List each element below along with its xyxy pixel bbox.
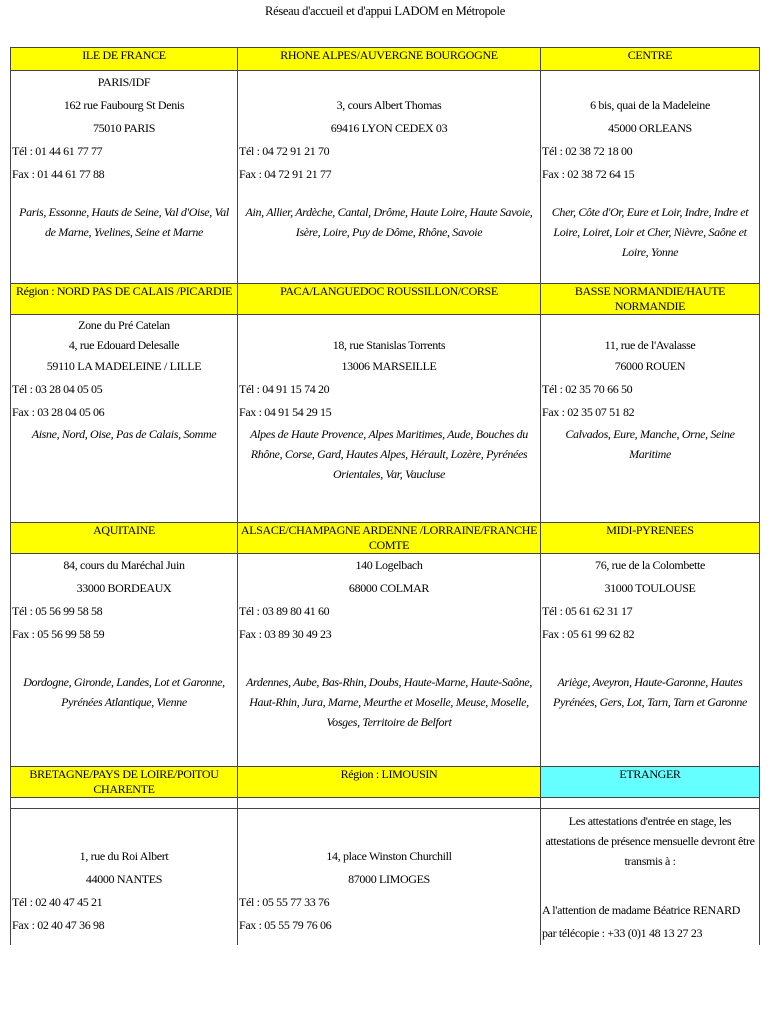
office-city: 59110 LA MADELEINE / LILLE <box>46 359 202 373</box>
office-name: PARIS/IDF <box>97 75 151 89</box>
office-street: 1, rue du Roi Albert <box>79 849 169 863</box>
office-departments: Dordogne, Gironde, Landes, Lot et Garonne, Pyrénées Atlantique, Vienne <box>23 675 225 709</box>
office-street: 6 bis, quai de la Madeleine <box>590 98 710 112</box>
office-tel: Tél : 02 38 72 18 00 <box>542 144 633 158</box>
office-city: 13006 MARSEILLE <box>341 359 437 373</box>
office-tel: Tél : 04 72 91 21 70 <box>239 144 330 158</box>
office-tel: Tél : 02 35 70 66 50 <box>542 382 633 396</box>
office-fax: Fax : 01 44 61 77 88 <box>12 167 105 181</box>
office-street: 11, rue de l'Avalasse <box>604 338 696 352</box>
office-cell-toulouse <box>541 554 760 767</box>
header-row <box>11 284 760 315</box>
transmission-note: Les attestations d'entrée en stage, les attestations de présence mensuelle devront être transmis à : <box>545 814 755 868</box>
office-name: Zone du Pré Catelan <box>78 318 170 332</box>
office-cell-paris <box>11 71 238 284</box>
header-row <box>11 48 760 71</box>
office-departments: Calvados, Eure, Manche, Orne, Seine Maritime <box>565 427 735 461</box>
office-city: 87000 LIMOGES <box>348 872 430 886</box>
office-row <box>11 315 760 523</box>
header-row <box>11 523 760 554</box>
region-header-centre: CENTRE <box>541 48 760 71</box>
office-cell-etranger <box>541 809 760 946</box>
office-street: 140 Logelbach <box>355 558 423 572</box>
office-tel: Tél : 05 56 99 58 58 <box>12 604 103 618</box>
office-fax: Fax : 03 89 30 49 23 <box>239 627 332 641</box>
office-street: 84, cours du Maréchal Juin <box>63 558 185 572</box>
regions-table <box>10 47 760 945</box>
office-departments: Ariège, Aveyron, Haute-Garonne, Hautes Pyrénées, Gers, Lot, Tarn, Tarn et Garonne <box>553 675 747 709</box>
office-cell-orleans <box>541 71 760 284</box>
office-tel: Tél : 04 91 15 74 20 <box>239 382 330 396</box>
telecopie-line: par télécopie : +33 (0)1 48 13 27 23 <box>542 926 703 940</box>
office-city: 33000 BORDEAUX <box>76 581 172 595</box>
office-departments: Cher, Côte d'Or, Eure et Loir, Indre, Indre et Loire, Loiret, Loir et Cher, Nièvre, Saône et Loire, Yonne <box>551 205 749 259</box>
office-street: 3, cours Albert Thomas <box>336 98 442 112</box>
office-tel: Tél : 03 89 80 41 60 <box>239 604 330 618</box>
region-header-midi-pyrenees: MIDI-PYRENEES <box>541 523 760 554</box>
office-fax: Fax : 04 72 91 21 77 <box>239 167 332 181</box>
office-city: 68000 COLMAR <box>348 581 430 595</box>
region-header-normandie: BASSE NORMANDIE/HAUTE NORMANDIE <box>541 284 760 315</box>
office-city: 76000 ROUEN <box>614 359 686 373</box>
office-fax: Fax : 02 38 72 64 15 <box>542 167 635 181</box>
office-street: 76, rue de la Colombette <box>595 558 705 572</box>
office-departments: Alpes de Haute Provence, Alpes Maritimes, Aude, Bouches du Rhône, Corse, Gard, Hautes Alpes, Hérault, Lozère, Pyrénées Orientales, Var, Vaucluse <box>250 427 528 481</box>
office-fax: Fax : 05 56 99 58 59 <box>12 627 105 641</box>
attention-line: A l'attention de madame Béatrice RENARD <box>542 903 741 917</box>
office-cell-colmar <box>238 554 541 767</box>
office-street: 14, place Winston Churchill <box>326 849 452 863</box>
office-fax: Fax : 04 91 54 29 15 <box>239 405 332 419</box>
office-city: 45000 ORLEANS <box>608 121 692 135</box>
office-fax: Fax : 03 28 04 05 06 <box>12 405 105 419</box>
office-fax: Fax : 02 40 47 36 98 <box>12 918 105 932</box>
office-cell-nantes <box>11 809 238 946</box>
region-header-nord: Région : NORD PAS DE CALAIS /PICARDIE <box>11 284 238 315</box>
office-row <box>11 71 760 284</box>
header-row <box>11 767 760 798</box>
office-cell-lille <box>11 315 238 523</box>
office-tel: Tél : 02 40 47 45 21 <box>12 895 103 909</box>
region-header-limousin: Région : LIMOUSIN <box>238 767 541 798</box>
region-header-ile-de-france: ILE DE FRANCE <box>11 48 238 71</box>
office-departments: Ardennes, Aube, Bas-Rhin, Doubs, Haute-Marne, Haute-Saône, Haut-Rhin, Jura, Marne, Meurthe et Moselle, Meuse, Moselle, Vosges, Territoire de Belfort <box>246 675 532 729</box>
office-row <box>11 554 760 767</box>
office-departments: Aisne, Nord, Oise, Pas de Calais, Somme <box>31 427 217 441</box>
office-city: 31000 TOULOUSE <box>604 581 696 595</box>
region-header-paca: PACA/LANGUEDOC ROUSSILLON/CORSE <box>238 284 541 315</box>
office-tel: Tél : 03 28 04 05 05 <box>12 382 103 396</box>
office-street: 4, rue Edouard Delesalle <box>68 338 180 352</box>
office-row <box>11 809 760 946</box>
office-city: 69416 LYON CEDEX 03 <box>330 121 448 135</box>
office-street: 162 rue Faubourg St Denis <box>63 98 185 112</box>
office-fax: Fax : 05 61 99 62 82 <box>542 627 635 641</box>
region-header-alsace: ALSACE/CHAMPAGNE ARDENNE /LORRAINE/FRANCHE COMTE <box>238 523 541 554</box>
office-fax: Fax : 02 35 07 51 82 <box>542 405 635 419</box>
office-cell-bordeaux <box>11 554 238 767</box>
office-tel: Tél : 05 61 62 31 17 <box>542 604 633 618</box>
region-header-bretagne: BRETAGNE/PAYS DE LOIRE/POITOU CHARENTE <box>11 767 238 798</box>
office-departments: Paris, Essonne, Hauts de Seine, Val d'Oise, Val de Marne, Yvelines, Seine et Marne <box>19 205 229 239</box>
office-street: 18, rue Stanislas Torrents <box>332 338 446 352</box>
gap-row <box>11 798 760 809</box>
region-header-etranger: ETRANGER <box>541 767 760 798</box>
region-header-aquitaine: AQUITAINE <box>11 523 238 554</box>
office-departments: Ain, Allier, Ardèche, Cantal, Drôme, Haute Loire, Haute Savoie, Isère, Loire, Puy de Dôme, Rhône, Savoie <box>245 205 533 239</box>
office-fax: Fax : 05 55 79 76 06 <box>239 918 332 932</box>
office-cell-limoges <box>238 809 541 946</box>
office-cell-lyon <box>238 71 541 284</box>
office-city: 75010 PARIS <box>92 121 156 135</box>
office-city: 44000 NANTES <box>85 872 163 886</box>
office-cell-rouen <box>541 315 760 523</box>
region-header-rhone-alpes: RHONE ALPES/AUVERGNE BOURGOGNE <box>238 48 541 71</box>
office-cell-marseille <box>238 315 541 523</box>
office-tel: Tél : 05 55 77 33 76 <box>239 895 330 909</box>
office-tel: Tél : 01 44 61 77 77 <box>12 144 103 158</box>
page-title: Réseau d'accueil et d'appui LADOM en Métropole <box>265 4 505 18</box>
